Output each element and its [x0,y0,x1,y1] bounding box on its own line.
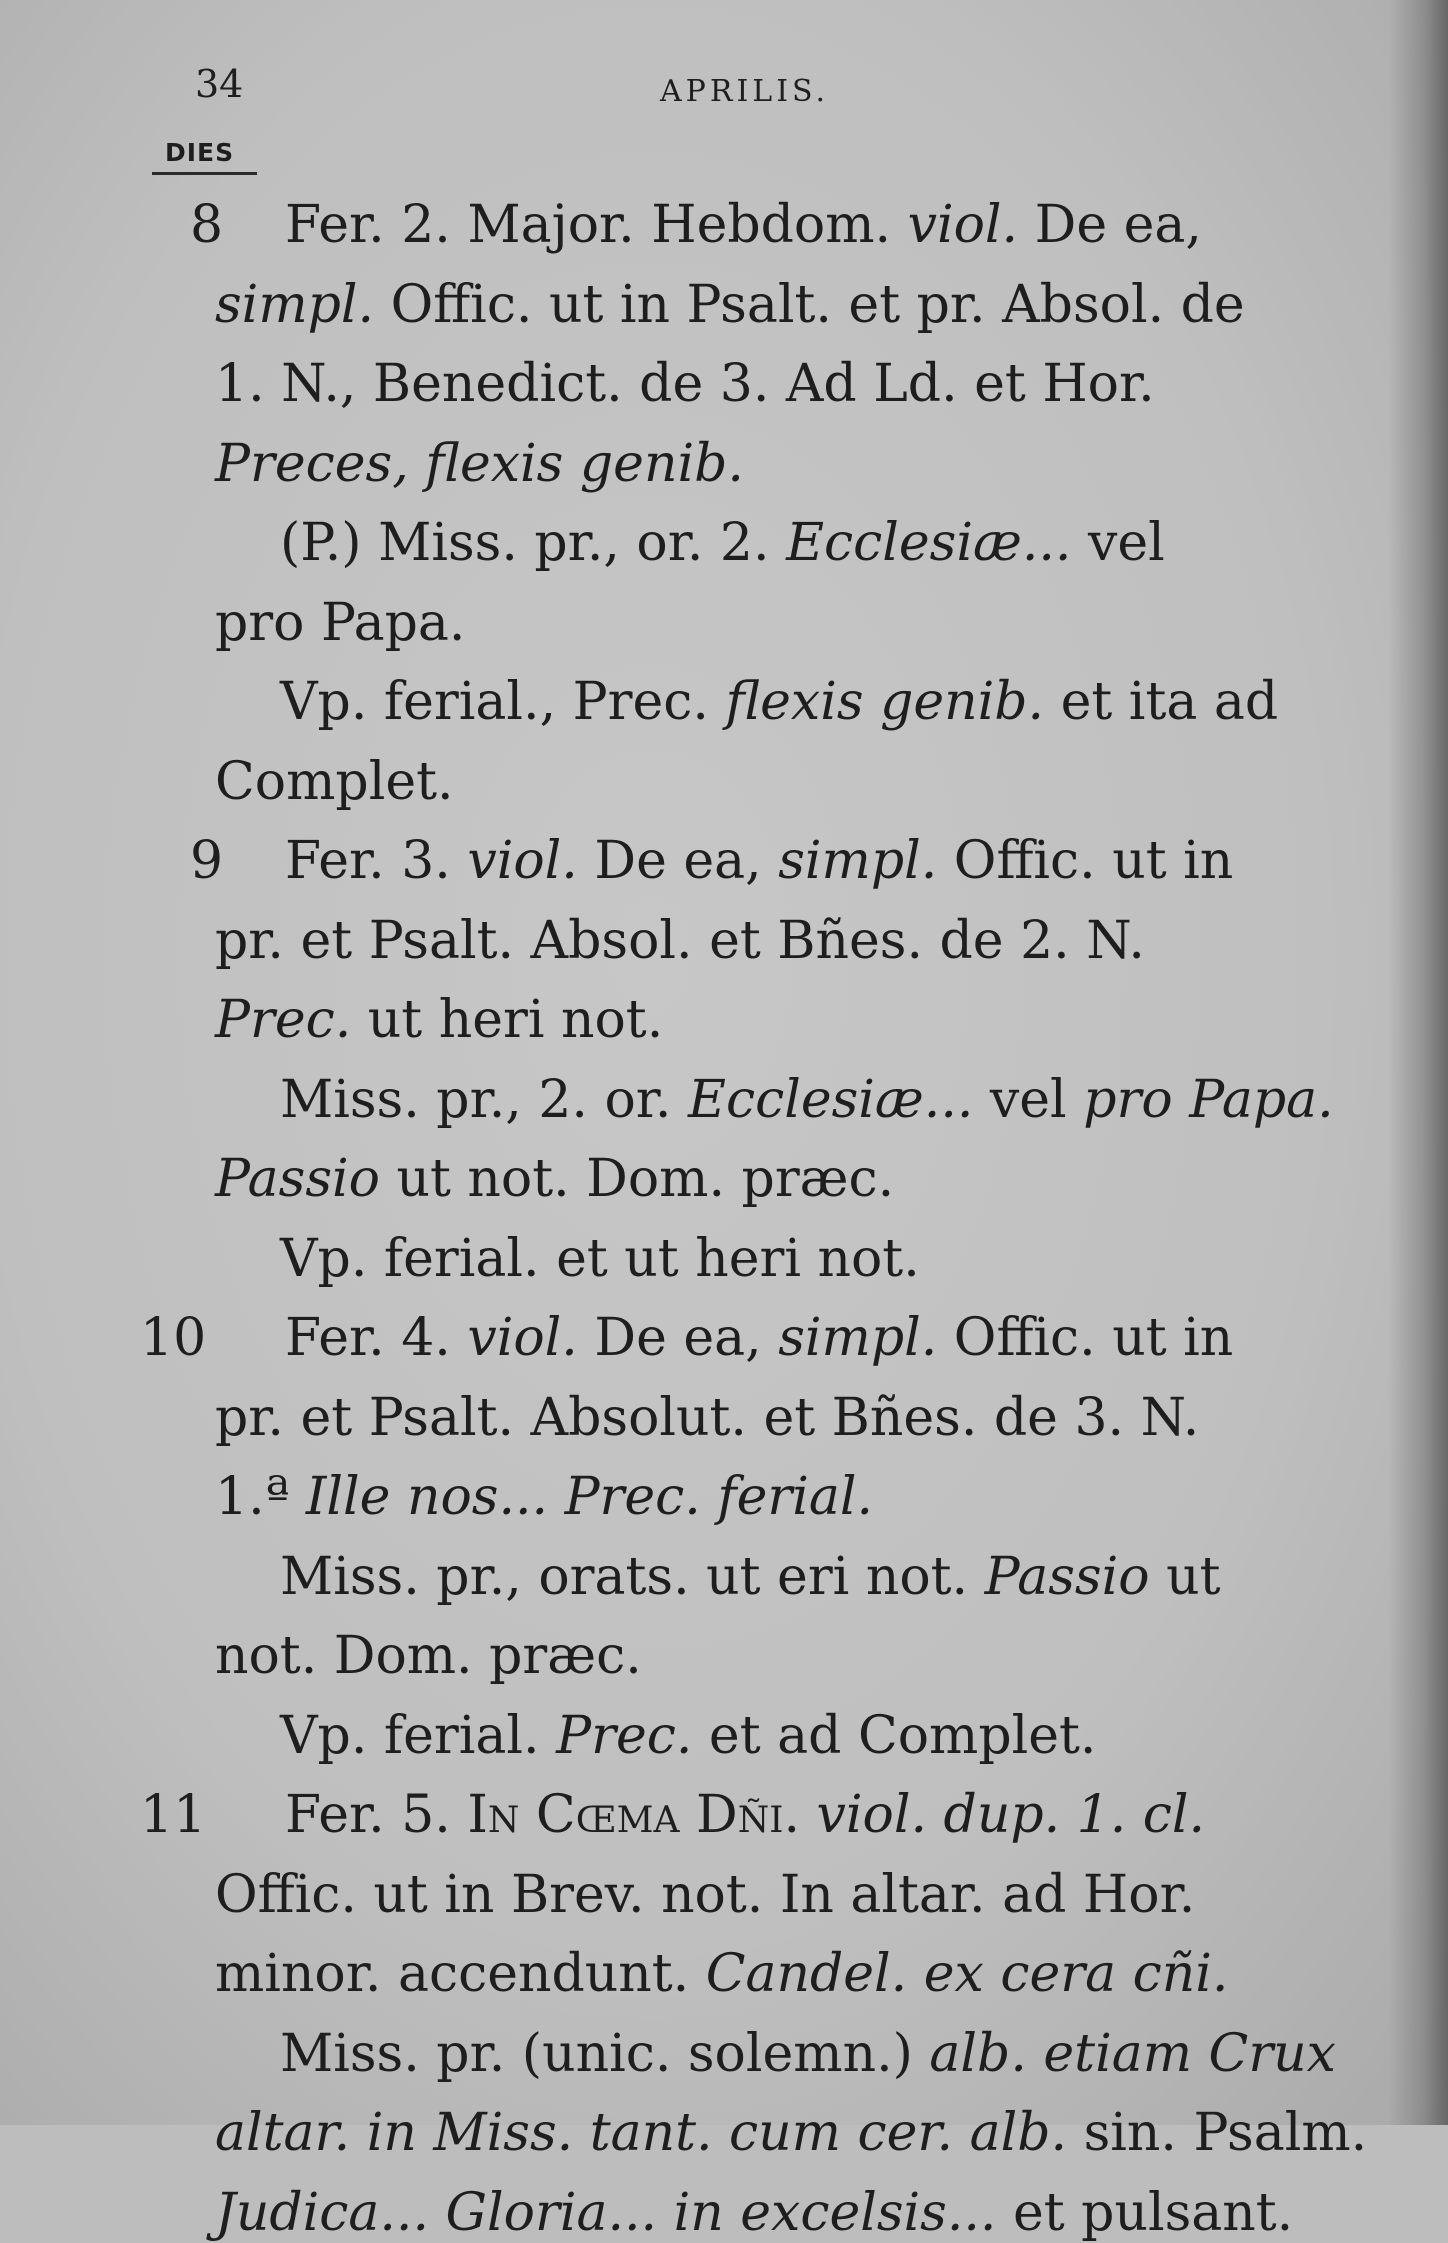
roman-text: pro Papa. [215,592,466,653]
roman-text: Offic. ut in [937,831,1234,891]
roman-text: Miss. pr., 2. or. [280,1069,688,1130]
roman-text: Fer. 5. [285,1785,468,1845]
italic-text: viol. [907,195,1019,255]
entry-line [215,2183,1293,2243]
entry-line [215,1865,1195,1925]
italic-text: Ecclesiæ... [687,1069,974,1130]
italic-text: viol. [467,1308,578,1368]
roman-text: et ita ad [1044,672,1279,732]
roman-text: Fer. 3. [285,831,468,891]
small-caps-text: In Cœma Dñi. [467,1785,800,1845]
entry-line [285,1785,1205,1845]
entry-line [280,1070,1334,1130]
roman-text: Offic. ut in Brev. not. In altar. ad Hor. [215,1864,1196,1925]
roman-text: et ad Complet. [692,1705,1097,1766]
italic-text: Passio [215,1149,380,1209]
italic-text: simpl. [215,274,375,335]
entry-line [215,275,1245,335]
day-number: 9 [190,831,224,891]
roman-text: et pulsant. [996,2182,1294,2243]
entry-line [215,911,1145,971]
entry-line [280,1229,920,1289]
roman-text: not. Dom. præc. [215,1626,642,1686]
roman-text: De ea, [577,831,779,891]
entry-line [215,1626,642,1686]
roman-text: Vp. ferial. [280,1705,557,1766]
italic-text: Judica... Gloria... in excelsis... [215,2182,997,2243]
day-number: 10 [140,1308,207,1368]
entry-line [215,1388,1199,1448]
roman-text: pr. et Psalt. Absol. et Bñes. de 2. N. [215,910,1145,971]
italic-text: pro Papa. [1083,1069,1334,1130]
entry-line [215,752,454,812]
italic-text: flexis genib. [725,672,1045,732]
italic-text: Prec. [556,1705,693,1766]
roman-text: vel [973,1069,1084,1130]
entry-line [280,2024,1336,2084]
italic-text: Ecclesiæ... [786,513,1072,573]
running-head: APRILIS. [660,74,830,109]
roman-text: ut not. Dom. præc. [379,1149,895,1209]
day-number: 11 [140,1785,207,1845]
italic-text: viol. [467,831,578,891]
entry-line [280,672,1278,732]
entry-line [280,1547,1220,1607]
entry-line [215,434,744,494]
entry-line [215,593,465,653]
italic-text: simpl. [778,1308,938,1368]
roman-text: Miss. pr., orats. ut eri not. [280,1546,985,1607]
italic-text: alb. etiam Crux [929,2023,1337,2084]
entry-line [215,1149,894,1209]
roman-text: (P.) Miss. pr., or. 2. [280,513,787,573]
roman-text [800,1785,817,1845]
italic-text: Preces, flexis genib. [215,433,744,494]
italic-text: Passio [984,1546,1150,1607]
roman-text: Fer. 4. [285,1308,468,1368]
entry-line [215,1944,1228,2004]
italic-text: Prec. [215,990,352,1050]
roman-text: Complet. [215,751,454,812]
entry-line [280,1706,1096,1766]
page-gutter-shadow [1388,0,1448,2125]
entry-line [285,1308,1233,1368]
roman-text: Fer. 2. Major. Hebdom. [285,195,908,255]
roman-text: Vp. ferial. et ut heri not. [280,1228,920,1289]
entry-line [215,990,663,1050]
roman-text: vel [1071,513,1165,573]
italic-text: simpl. [778,831,938,891]
entry-line [215,354,1155,414]
roman-text: 1. N., Benedict. de 3. Ad Ld. et Hor. [215,354,1155,414]
entry-line [215,2103,1367,2163]
entry-line [285,195,1202,255]
roman-text: De ea, [577,1308,779,1368]
roman-text: De ea, [1018,195,1202,255]
roman-text: Miss. pr. (unic. solemn.) [280,2023,930,2084]
roman-text: Vp. ferial., Prec. [280,672,726,732]
roman-text: sin. Psalm. [1067,2103,1368,2163]
italic-text: viol. dup. 1. cl. [816,1785,1206,1845]
column-label-rule [152,172,257,175]
roman-text: Offic. ut in Psalt. et pr. Absol. de [374,274,1245,335]
roman-text: Offic. ut in [937,1308,1234,1368]
roman-text: ut heri not. [351,990,664,1050]
roman-text: ut [1149,1546,1221,1607]
italic-text: altar. in Miss. tant. cum cer. alb. [215,2103,1068,2163]
page-header [0,62,1448,122]
roman-text: 1.ª [215,1467,306,1527]
entry-line [285,831,1233,891]
page-number: 34 [195,62,244,106]
entry-line [280,513,1165,573]
day-number: 8 [190,195,224,255]
entry-line [215,1467,873,1527]
italic-text: Ille nos... Prec. ferial. [305,1467,874,1527]
italic-text: Candel. ex cera cñi. [705,1944,1229,2004]
column-label: DIES [165,138,235,167]
roman-text: pr. et Psalt. Absolut. et Bñes. de 3. N. [215,1387,1200,1448]
roman-text: minor. accendunt. [215,1944,706,2004]
